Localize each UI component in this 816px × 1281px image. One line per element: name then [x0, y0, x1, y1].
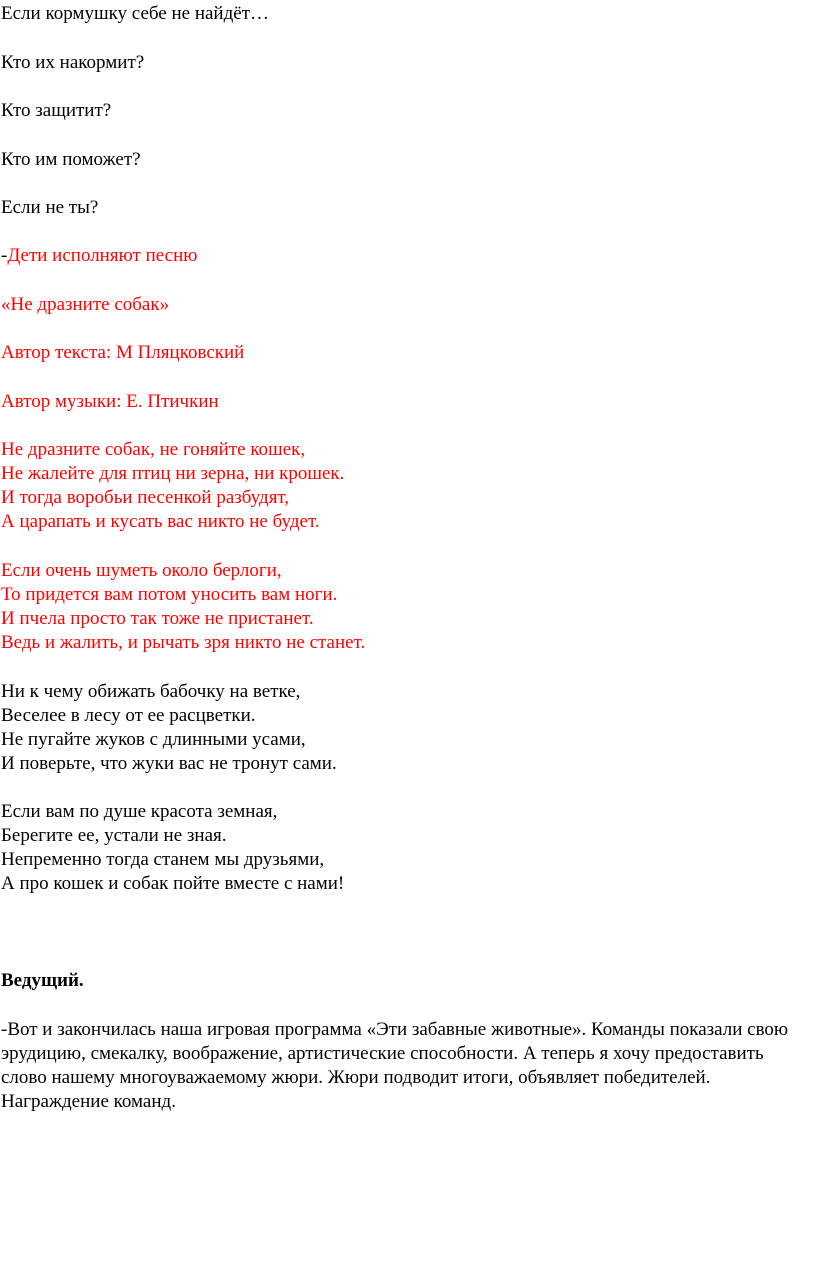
intro-line: Кто защитит? — [1, 100, 112, 121]
song-intro — [1, 244, 197, 268]
verse-line: Веселее в лесу от ее расцветки. — [1, 705, 256, 726]
verse-line: А про кошек и собак пойте вместе с нами! — [1, 873, 345, 894]
verse-line: И пчела просто так тоже не пристанет. — [1, 608, 314, 629]
host-label: Ведущий. — [1, 970, 84, 991]
verse-line: Если очень шуметь около берлоги, — [1, 560, 282, 581]
intro-line: Кто им поможет? — [1, 149, 141, 170]
intro-line: Кто их накормит? — [1, 52, 145, 73]
song-title: «Не дразните собак» — [1, 294, 170, 315]
song-lyrics-author: Автор текста: М Пляцковский — [1, 342, 245, 363]
verse-line: То придется вам потом уносить вам ноги. — [1, 584, 338, 605]
verse-line: Не пугайте жуков с длинными усами, — [1, 729, 306, 750]
verse-line: И тогда воробьи песенкой разбудят, — [1, 487, 290, 508]
verse-line: Если вам по душе красота земная, — [1, 801, 278, 822]
verse-line: Не жалейте для птиц ни зерна, ни крошек. — [1, 463, 345, 484]
song-intro-dash: - — [1, 245, 8, 266]
verse-line: Ни к чему обижать бабочку на ветке, — [1, 681, 301, 702]
song-intro-text: Дети исполняют песню — [7, 245, 198, 266]
verse-line: Ведь и жалить, и рычать зря никто не станет. — [1, 632, 366, 653]
intro-line: Если кормушку себе не найдёт… — [1, 3, 270, 24]
verse-line: А царапать и кусать вас никто не будет. — [1, 511, 320, 532]
intro-line: Если не ты? — [1, 197, 99, 218]
host-speech: -Вот и закончилась наша игровая программа «Эти забавные животные». Команды показали свою эрудицию, смекалку, воображение, артистические способности. А теперь я хочу предоставить слово нашему многоуважаемому жюри. Жюри подводит итоги, объявляет победителей. Награждение команд. — [1, 1019, 789, 1112]
verse-line: Не дразните собак, не гоняйте кошек, — [1, 439, 306, 460]
verse-line: Берегите ее, устали не зная. — [1, 825, 227, 846]
verse-line: Непременно тогда станем мы друзьями, — [1, 849, 325, 870]
verse-line: И поверьте, что жуки вас не тронут сами. — [1, 753, 337, 774]
song-music-author: Автор музыки: Е. Птичкин — [1, 391, 219, 412]
